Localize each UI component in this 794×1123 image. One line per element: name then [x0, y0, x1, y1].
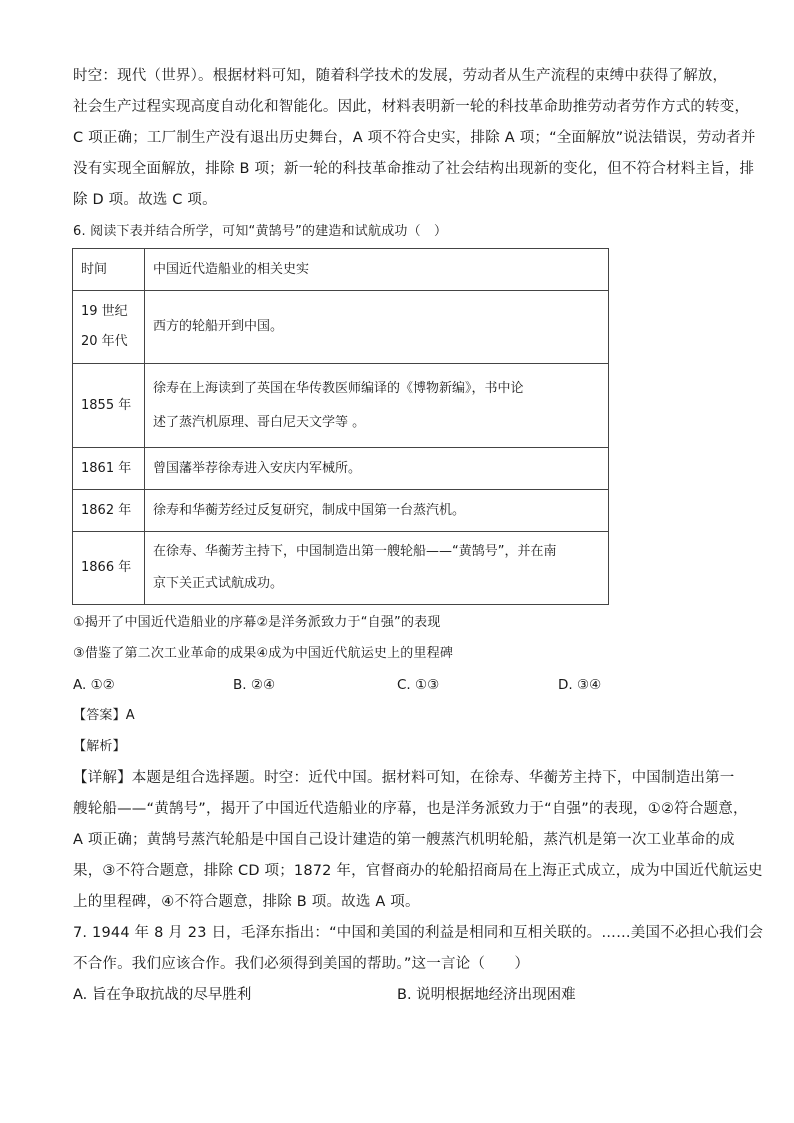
- table-cell-event: 西方的轮船开到中国。: [145, 291, 609, 364]
- table-cell-time: 1866 年: [73, 532, 145, 605]
- table-cell-event: 曾国藩举荐徐寿进入安庆内军械所。: [145, 448, 609, 490]
- table-row: [73, 291, 609, 364]
- q7-stem-line: 7. 1944 年 8 月 23 日，毛泽东指出：“中国和美国的利益是相同和互相关联的。……美国不必担心我们会: [73, 925, 764, 941]
- table-cell-event: 徐寿和华蘅芳经过反复研究，制成中国第一台蒸汽机。: [145, 490, 609, 532]
- q6-option-c: C. ①③: [397, 677, 440, 693]
- table-cell-event: 在徐寿、华蘅芳主持下，中国制造出第一艘轮船——“黄鹄号”，并在南 京下关正式试航成功。: [145, 532, 609, 605]
- table-row: [73, 532, 609, 605]
- q6-analysis-heading: 【解析】: [73, 739, 126, 754]
- q6-option-a: A. ①②: [73, 677, 115, 693]
- q5-analysis-line: 社会生产过程实现高度自动化和智能化。因此，材料表明新一轮的科技革命助推劳动者劳作方式的转变，: [73, 99, 750, 115]
- table-cell-time: 19 世纪 20 年代: [73, 291, 145, 364]
- q7-stem-line: 不合作。我们应该合作。我们必须得到美国的帮助。”这一言论（ ）: [73, 956, 530, 972]
- q6-detail-line: 果，③不符合题意，排除 CD 项；1872 年，官督商办的轮船招商局在上海正式成立，成为中国近代航运史: [73, 863, 763, 879]
- table-cell-event: 徐寿在上海读到了英国在华传教医师编译的《博物新编》，书中论 述了蒸汽机原理、哥白尼天文学等 。: [145, 364, 609, 448]
- q7-option-a: A. 旨在争取抗战的尽早胜利: [73, 987, 252, 1003]
- q6-statement: ③借鉴了第二次工业革命的成果④成为中国近代航运史上的里程碑: [73, 646, 454, 661]
- q6-stem: 6. 阅读下表并结合所学，可知“黄鹄号”的建造和试航成功（ ）: [73, 224, 448, 239]
- q6-detail-line: 【详解】本题是组合选择题。时空：近代中国。据材料可知，在徐寿、华蘅芳主持下，中国制造出第一: [73, 770, 735, 786]
- q6-option-d: D. ③④: [558, 677, 602, 693]
- q6-detail-line: 艘轮船——“黄鹄号”，揭开了中国近代造船业的序幕，也是洋务派致力于“自强”的表现，①②符合题意，: [73, 801, 748, 817]
- table-cell-time: 1861 年: [73, 448, 145, 490]
- table-header-row: [73, 249, 609, 291]
- q5-analysis-line: 没有实现全面解放，排除 B 项；新一轮的科技革命推动了社会结构出现新的变化，但不符合材料主旨，排: [73, 161, 755, 177]
- table-header-time: 时间: [73, 249, 145, 291]
- q6-answer: 【答案】A: [73, 708, 135, 723]
- table-row: [73, 448, 609, 490]
- q5-analysis-line: 时空：现代（世界）。根据材料可知，随着科学技术的发展，劳动者从生产流程的束缚中获得了解放，: [73, 68, 728, 84]
- q6-detail-line: 上的里程碑，④不符合题意，排除 B 项。故选 A 项。: [73, 894, 420, 910]
- q5-analysis-line: C 项正确；工厂制生产没有退出历史舞台，A 项不符合史实，排除 A 项；“全面解放”说法错误，劳动者并: [73, 130, 756, 146]
- table-row: [73, 364, 609, 448]
- table-row: [73, 490, 609, 532]
- q7-option-b: B. 说明根据地经济出现困难: [397, 987, 576, 1003]
- table-header-event: 中国近代造船业的相关史实: [145, 249, 609, 291]
- table-cell-time: 1862 年: [73, 490, 145, 532]
- history-table: [72, 248, 609, 605]
- table-cell-time: 1855 年: [73, 364, 145, 448]
- q6-option-b: B. ②④: [233, 677, 276, 693]
- q6-detail-line: A 项正确；黄鹄号蒸汽轮船是中国自己设计建造的第一艘蒸汽机明轮船，蒸汽机是第一次工业革命的成: [73, 832, 735, 848]
- q5-analysis-line: 除 D 项。故选 C 项。: [73, 192, 217, 208]
- q6-statement: ①揭开了中国近代造船业的序幕②是洋务派致力于“自强”的表现: [73, 615, 441, 630]
